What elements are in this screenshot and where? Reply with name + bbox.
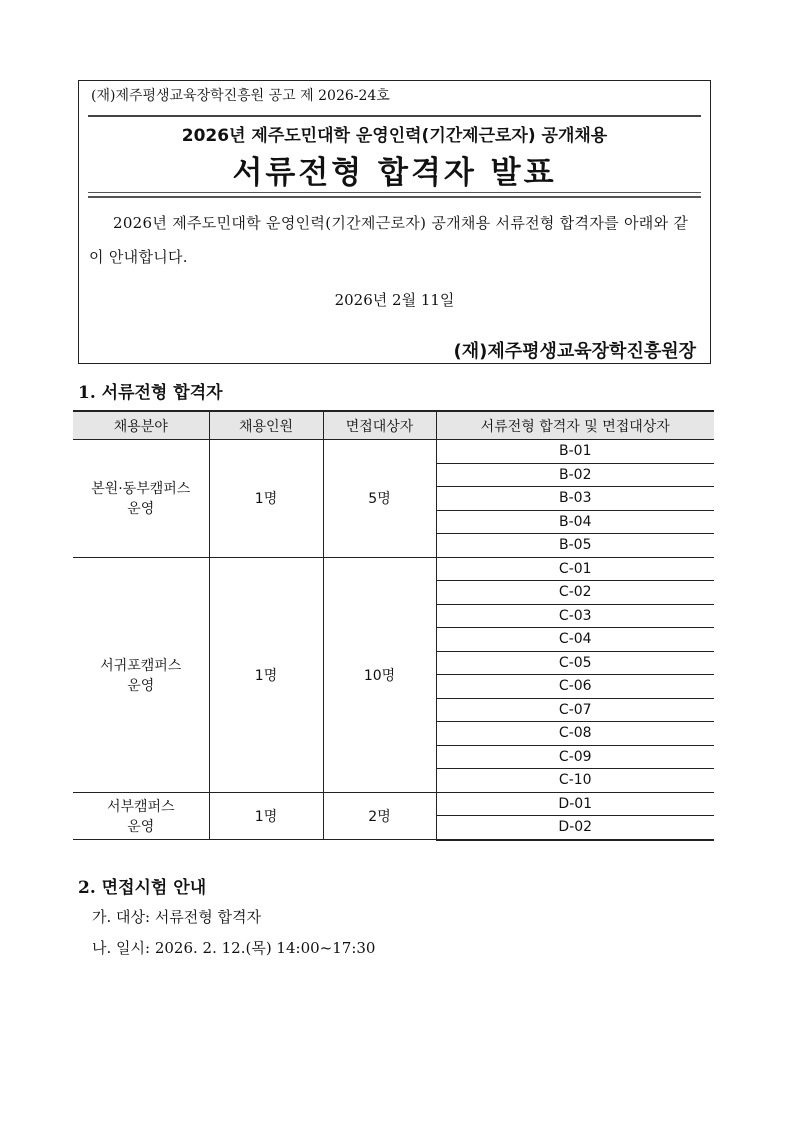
interview-target: 가. 대상: 서류전형 합격자 xyxy=(92,908,262,926)
candidate-cell: B-03 xyxy=(436,487,714,511)
candidate-cell: D-02 xyxy=(436,816,714,840)
hires-cell: 1명 xyxy=(209,792,323,840)
notice-subtitle: 2026년 제주도민대학 운영인력(기간제근로자) 공개채용 xyxy=(181,126,608,146)
field-cell: 서부캠퍼스 운영 xyxy=(73,792,209,840)
candidate-cell: C-01 xyxy=(436,557,714,581)
candidate-cell: C-03 xyxy=(436,604,714,628)
hires-cell: 1명 xyxy=(209,440,323,558)
candidate-cell: C-02 xyxy=(436,581,714,605)
interviewees-cell: 5명 xyxy=(323,440,436,558)
candidate-cell: B-02 xyxy=(436,463,714,487)
candidate-cell: C-04 xyxy=(436,628,714,652)
section2-heading: 2. 면접시험 안내 xyxy=(78,878,207,898)
header-hires: 채용인원 xyxy=(209,411,323,440)
interviewees-cell: 10명 xyxy=(323,557,436,792)
table-row xyxy=(73,440,714,464)
table-header-row xyxy=(73,411,714,440)
header-candidates: 서류전형 합격자 및 면접대상자 xyxy=(436,411,714,440)
candidate-cell: C-05 xyxy=(436,651,714,675)
candidate-cell: B-01 xyxy=(436,440,714,464)
double-divider xyxy=(88,192,701,198)
notice-number: (재)제주평생교육장학진흥원 공고 제 2026-24호 xyxy=(91,88,390,104)
notice-signer: (재)제주평생교육장학진흥원장 xyxy=(453,341,696,362)
header-interviewees: 면접대상자 xyxy=(323,411,436,440)
candidate-cell: B-05 xyxy=(436,534,714,558)
candidate-cell: B-04 xyxy=(436,510,714,534)
candidate-cell: C-09 xyxy=(436,745,714,769)
section1-heading: 1. 서류전형 합격자 xyxy=(78,383,223,403)
hires-cell: 1명 xyxy=(209,557,323,792)
divider xyxy=(88,115,701,117)
header-field: 채용분야 xyxy=(73,411,209,440)
notice-box xyxy=(78,80,711,364)
table-row xyxy=(73,557,714,581)
table-row xyxy=(73,792,714,816)
field-cell: 본원·동부캠퍼스 운영 xyxy=(73,440,209,558)
field-cell: 서귀포캠퍼스 운영 xyxy=(73,557,209,792)
candidate-cell: C-08 xyxy=(436,722,714,746)
notice-body: 2026년 제주도민대학 운영인력(기간제근로자) 공개채용 서류전형 합격자를 아래와 같이 안내합니다. xyxy=(89,214,689,266)
candidate-cell: C-07 xyxy=(436,698,714,722)
interview-datetime: 나. 일시: 2026. 2. 12.(목) 14:00~17:30 xyxy=(92,939,376,957)
candidate-cell: D-01 xyxy=(436,792,714,816)
notice-title: 서류전형 합격자 발표 xyxy=(232,155,557,191)
result-table xyxy=(73,410,714,841)
notice-date: 2026년 2월 11일 xyxy=(334,291,455,309)
interviewees-cell: 2명 xyxy=(323,792,436,840)
candidate-cell: C-10 xyxy=(436,769,714,793)
candidate-cell: C-06 xyxy=(436,675,714,699)
